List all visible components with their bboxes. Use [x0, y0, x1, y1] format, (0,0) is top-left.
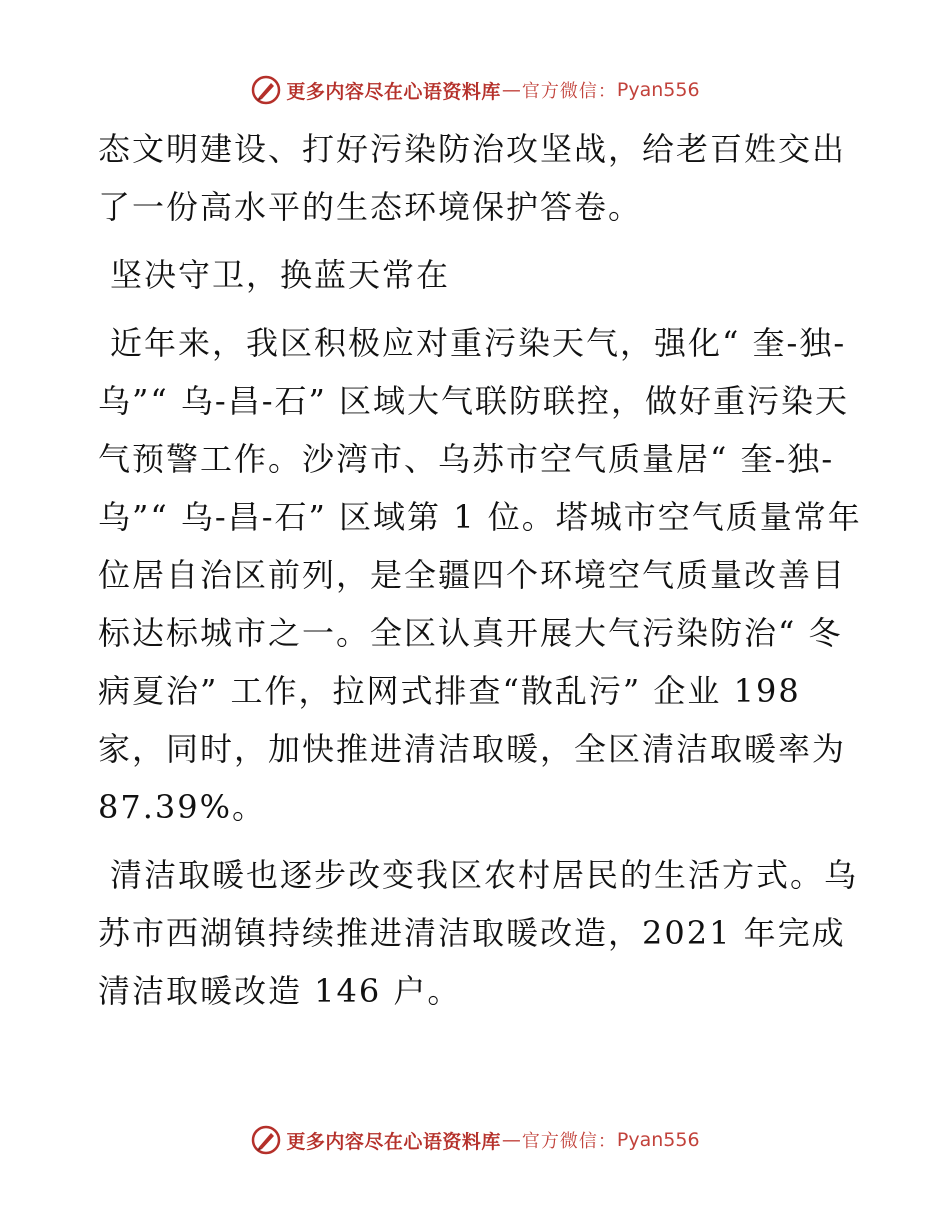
document-body [98, 120, 868, 1020]
watermark-separator: — [501, 79, 521, 101]
watermark-brand: 更多内容尽在心语资料库 [286, 1130, 501, 1153]
quill-logo-icon [250, 74, 282, 106]
watermark-wechat-label: 官方微信： [521, 1131, 617, 1152]
watermark-wechat-id: Pyan556 [616, 79, 700, 101]
paragraph-air-quality: 近年来，我区积极应对重污染天气，强化“ 奎-独-乌”“ 乌-昌-石” 区域大气联防联控，做好重污染天气预警工作。沙湾市、乌苏市空气质量居“ 奎-独-乌”“ 乌-昌-石” 区域第 1 位。塔城市空气质量常年位居自治区前列，是全疆四个环境空气质量改善目标达标城市之一。全区认真开展大气污染防治“ 冬病夏治” 工作，拉网式排查“散乱污” 企业 198 家，同时，加快推进清洁取暖，全区清洁取暖率为 87.39%。 [98, 324, 862, 826]
quill-logo-icon [250, 1124, 282, 1156]
paragraph-clean-heating: 清洁取暖也逐步改变我区农村居民的生活方式。乌苏市西湖镇持续推进清洁取暖改造，2021 年完成清洁取暖改造 146 户。 [98, 856, 859, 1010]
watermark-separator: — [501, 1129, 521, 1151]
watermark-brand: 更多内容尽在心语资料库 [286, 80, 501, 103]
watermark-wechat-label: 官方微信： [521, 81, 617, 102]
watermark-header [0, 70, 950, 110]
section-heading: 坚决守卫，换蓝天常在 [110, 256, 451, 294]
paragraph-continuation: 态文明建设、打好污染防治攻坚战，给老百姓交出了一份高水平的生态环境保护答卷。 [98, 130, 847, 226]
watermark-footer [0, 1120, 950, 1160]
watermark-wechat-id: Pyan556 [616, 1129, 700, 1151]
